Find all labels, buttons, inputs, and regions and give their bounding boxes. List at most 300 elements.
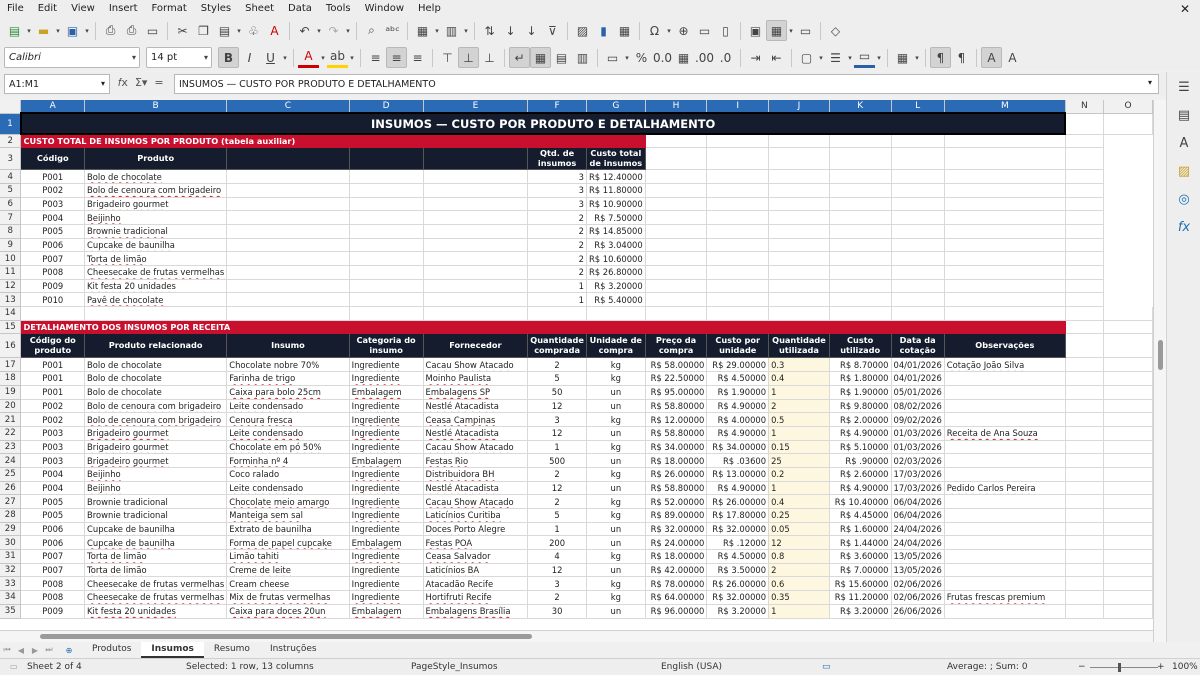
cell[interactable] (423, 183, 528, 197)
cell[interactable] (1103, 481, 1152, 495)
row-header[interactable]: 19 (0, 385, 21, 399)
detail-cell[interactable]: R$ 4.90000 (707, 481, 769, 495)
cell[interactable] (944, 134, 1065, 148)
detail-cell[interactable] (944, 577, 1065, 591)
increase-indent-icon[interactable]: ⇥ (750, 50, 761, 65)
detail-cell[interactable]: 17/03/2026 (891, 467, 944, 481)
column-header-d[interactable]: D (349, 100, 423, 113)
detail-cell[interactable]: R$ 3.50000 (707, 563, 769, 577)
cell[interactable] (349, 266, 423, 280)
cell[interactable] (349, 197, 423, 211)
cell[interactable] (1103, 522, 1152, 536)
column-header-a[interactable]: A (21, 100, 85, 113)
aux-code[interactable]: P005 (21, 224, 85, 238)
cell[interactable] (769, 170, 830, 184)
detail-cell[interactable]: Chocolate em pó 50% (227, 440, 349, 454)
detail-cell[interactable]: un (586, 563, 645, 577)
row-header[interactable]: 9 (0, 238, 21, 252)
detail-cell[interactable]: Ingrediente (349, 372, 423, 386)
detail-cell[interactable]: Leite condensado (227, 481, 349, 495)
detail-cell[interactable]: Ingrediente (349, 481, 423, 495)
detail-cell[interactable]: kg (586, 440, 645, 454)
cell[interactable] (944, 170, 1065, 184)
detail-cell[interactable]: 1 (528, 522, 587, 536)
detail-cell[interactable]: P003 (21, 454, 85, 468)
detail-cell[interactable]: R$ 4.90000 (707, 399, 769, 413)
aux-cost[interactable]: R$ 3.20000 (586, 279, 645, 293)
detail-cell[interactable]: 05/01/2026 (891, 385, 944, 399)
insert-image-icon[interactable]: ▨ (576, 23, 589, 38)
cell[interactable] (1065, 604, 1103, 618)
freeze-rows-columns-icon[interactable]: ▦ (766, 20, 787, 41)
open-dropdown-icon[interactable]: ▾ (56, 26, 60, 35)
styles-icon[interactable]: A (1179, 136, 1189, 151)
detail-cell[interactable]: 0.5 (769, 413, 830, 427)
cell[interactable] (891, 170, 944, 184)
cell[interactable] (349, 211, 423, 225)
detail-cell[interactable]: Limão tahiti (227, 550, 349, 564)
cell[interactable] (423, 293, 528, 307)
function-wizard-icon[interactable]: 𝑓x (118, 76, 128, 89)
cell[interactable] (645, 307, 707, 321)
detail-header[interactable]: Custo por unidade (707, 334, 769, 358)
column-dropdown-icon[interactable]: ▾ (464, 26, 468, 35)
detail-cell[interactable]: R$ 78.00000 (645, 577, 707, 591)
row-header[interactable]: 17 (0, 358, 21, 372)
cell[interactable] (769, 307, 830, 321)
cell[interactable] (349, 183, 423, 197)
cell[interactable] (1065, 293, 1103, 307)
cell[interactable] (707, 238, 769, 252)
row-header[interactable]: 16 (0, 334, 21, 358)
cell[interactable] (1065, 509, 1103, 523)
menu-file[interactable]: File (7, 3, 24, 14)
aux-cost[interactable]: R$ 7.50000 (586, 211, 645, 225)
detail-cell[interactable]: 06/04/2026 (891, 495, 944, 509)
detail-cell[interactable]: R$ 1.60000 (829, 522, 891, 536)
detail-cell[interactable]: 13/05/2026 (891, 563, 944, 577)
prev-sheet-icon[interactable]: ◀ (17, 645, 25, 655)
detail-cell[interactable] (944, 372, 1065, 386)
text-horizontal-icon[interactable]: A (981, 47, 1002, 68)
currency-dropdown-icon[interactable]: ▾ (625, 53, 629, 62)
aux-cost[interactable]: R$ 10.60000 (586, 252, 645, 266)
special-character-icon[interactable]: Ω (649, 23, 660, 38)
detail-cell[interactable] (944, 467, 1065, 481)
aux-code[interactable]: P001 (21, 170, 85, 184)
detail-cell[interactable]: R$ 18.00000 (645, 454, 707, 468)
highlight-dropdown-icon[interactable]: ▾ (350, 53, 354, 62)
detail-cell[interactable]: R$ 3.60000 (829, 550, 891, 564)
cell[interactable] (944, 183, 1065, 197)
right-to-left-icon[interactable]: ¶ (957, 50, 966, 65)
detail-cell[interactable] (944, 604, 1065, 618)
cell[interactable] (891, 293, 944, 307)
detail-cell[interactable]: R$ 4.00000 (707, 413, 769, 427)
detail-cell[interactable]: R$ 11.20000 (829, 591, 891, 605)
text-vertical-icon[interactable]: A (1008, 50, 1017, 65)
cell[interactable] (423, 197, 528, 211)
cell[interactable] (645, 170, 707, 184)
detail-cell[interactable]: Bolo de chocolate (85, 372, 227, 386)
aux-product[interactable]: Bolo de chocolate (85, 170, 227, 184)
detail-cell[interactable]: 1 (769, 604, 830, 618)
cell[interactable] (1065, 320, 1103, 334)
cell[interactable] (944, 211, 1065, 225)
detail-cell[interactable]: Leite condensado (227, 399, 349, 413)
align-right-icon[interactable]: ≡ (412, 50, 423, 65)
aux-cost[interactable]: R$ 10.90000 (586, 197, 645, 211)
cell[interactable] (423, 307, 528, 321)
navigator-icon[interactable]: ◎ (1178, 192, 1190, 207)
cell[interactable] (769, 134, 830, 148)
cell[interactable] (645, 211, 707, 225)
detail-cell[interactable]: Cheesecake de frutas vermelhas (85, 577, 227, 591)
cell[interactable] (1065, 413, 1103, 427)
export-pdf-icon[interactable]: ⎙ (105, 23, 116, 37)
menu-data[interactable]: Data (288, 3, 312, 14)
detail-header[interactable]: Categoria do insumo (349, 334, 423, 358)
cell[interactable] (707, 307, 769, 321)
cell[interactable] (1065, 467, 1103, 481)
cell[interactable] (227, 183, 349, 197)
aux-product[interactable]: Kit festa 20 unidades (85, 279, 227, 293)
zoom-slider[interactable] (1090, 667, 1158, 668)
conditional-dropdown-icon[interactable]: ▾ (915, 53, 919, 62)
detail-cell[interactable]: 2 (528, 358, 587, 372)
row-header[interactable]: 3 (0, 148, 21, 170)
cell[interactable] (769, 197, 830, 211)
aux-product[interactable]: Beijinho (85, 211, 227, 225)
detail-cell[interactable]: Embalagens Brasília (423, 604, 528, 618)
cell[interactable] (829, 134, 891, 148)
detail-cell[interactable]: 0.4 (769, 495, 830, 509)
detail-cell[interactable]: Hortifruti Recife (423, 591, 528, 605)
split-window-icon[interactable]: ▭ (799, 23, 812, 38)
detail-cell[interactable]: R$ 2.60000 (829, 467, 891, 481)
row-header[interactable]: 28 (0, 509, 21, 523)
cell[interactable] (1065, 238, 1103, 252)
cell[interactable] (944, 279, 1065, 293)
detail-cell[interactable]: 0.8 (769, 550, 830, 564)
cell[interactable] (944, 293, 1065, 307)
cell[interactable] (349, 170, 423, 184)
detail-cell[interactable]: R$ 18.00000 (645, 550, 707, 564)
detail-cell[interactable]: Nestlé Atacadista (423, 399, 528, 413)
detail-cell[interactable]: P007 (21, 563, 85, 577)
detail-cell[interactable]: P005 (21, 509, 85, 523)
zoom-out-icon[interactable]: − (1078, 662, 1086, 672)
detail-cell[interactable] (944, 563, 1065, 577)
cell[interactable] (1065, 134, 1103, 148)
detail-cell[interactable]: Caixa para doces 20un (227, 604, 349, 618)
print-preview-icon[interactable]: ▭ (146, 23, 159, 38)
cell[interactable] (1065, 481, 1103, 495)
detail-cell[interactable]: Frutas frescas premium (944, 591, 1065, 605)
cell[interactable] (85, 307, 227, 321)
cell[interactable] (829, 238, 891, 252)
detail-cell[interactable]: Nestlé Atacadista (423, 426, 528, 440)
detail-cell[interactable]: P007 (21, 550, 85, 564)
detail-cell[interactable]: 09/02/2026 (891, 413, 944, 427)
freeze-dropdown-icon[interactable]: ▾ (789, 26, 793, 35)
undo-dropdown-icon[interactable]: ▾ (317, 26, 321, 35)
detail-cell[interactable]: un (586, 536, 645, 550)
row-header[interactable]: 6 (0, 197, 21, 211)
detail-cell[interactable]: 17/03/2026 (891, 481, 944, 495)
column-icon[interactable]: ▥ (445, 23, 458, 38)
cell[interactable] (707, 279, 769, 293)
cell[interactable] (423, 224, 528, 238)
cell[interactable] (829, 170, 891, 184)
zoom-slider-handle[interactable] (1118, 663, 1121, 672)
pivot-table-icon[interactable]: ▦ (618, 23, 631, 38)
headers-footers-icon[interactable]: ▯ (722, 23, 729, 38)
cell[interactable] (645, 252, 707, 266)
detail-cell[interactable]: Ingrediente (349, 467, 423, 481)
aux-code[interactable]: P010 (21, 293, 85, 307)
menu-tools[interactable]: Tools (325, 3, 351, 14)
detail-header[interactable]: Quantidade comprada (528, 334, 587, 358)
column-header-g[interactable]: G (586, 100, 645, 113)
detail-cell[interactable]: un (586, 481, 645, 495)
detail-cell[interactable]: kg (586, 577, 645, 591)
detail-cell[interactable]: R$ 1.44000 (829, 536, 891, 550)
detail-cell[interactable]: R$ 26.00000 (707, 495, 769, 509)
cell[interactable] (1065, 426, 1103, 440)
detail-cell[interactable]: Brigadeiro gourmet (85, 454, 227, 468)
detail-cell[interactable]: R$ 29.00000 (707, 358, 769, 372)
detail-header[interactable]: Custo utilizado (829, 334, 891, 358)
cell[interactable] (1103, 334, 1152, 358)
chevron-down-icon[interactable]: ▾ (100, 79, 105, 88)
formula-icon[interactable]: = (154, 76, 164, 89)
row-header[interactable]: 31 (0, 550, 21, 564)
detail-cell[interactable]: kg (586, 358, 645, 372)
detail-cell[interactable]: R$ 2.00000 (829, 413, 891, 427)
cell[interactable] (1103, 467, 1152, 481)
cell[interactable] (707, 170, 769, 184)
cell[interactable] (1103, 307, 1152, 321)
row-header[interactable]: 7 (0, 211, 21, 225)
cell[interactable] (829, 279, 891, 293)
save-dropdown-icon[interactable]: ▾ (85, 26, 89, 35)
font-color-icon[interactable]: A (298, 47, 319, 68)
new-document-icon[interactable]: ▤ (8, 23, 21, 38)
sheet-tab-resumo[interactable]: Resumo (213, 644, 250, 654)
show-draw-functions-icon[interactable]: ◇ (830, 23, 841, 38)
detail-cell[interactable] (944, 495, 1065, 509)
language-status[interactable]: English (USA) (661, 662, 723, 672)
detail-cell[interactable]: R$ 89.00000 (645, 509, 707, 523)
detail-cell[interactable]: 500 (528, 454, 587, 468)
row-icon[interactable]: ▦ (416, 23, 429, 38)
detail-header[interactable]: Preço da compra (645, 334, 707, 358)
unmerge-cells-icon[interactable]: ▥ (576, 50, 589, 65)
cell[interactable] (1103, 399, 1152, 413)
detail-cell[interactable]: Festas Rio (423, 454, 528, 468)
cell[interactable] (1065, 279, 1103, 293)
detail-cell[interactable]: 0.2 (769, 467, 830, 481)
aux-code[interactable]: P004 (21, 211, 85, 225)
detail-cell[interactable]: Beijinho (85, 467, 227, 481)
detail-cell[interactable]: 02/03/2026 (891, 454, 944, 468)
row-header[interactable]: 2 (0, 134, 21, 148)
detail-cell[interactable] (944, 440, 1065, 454)
detail-cell[interactable]: Cotação João Silva (944, 358, 1065, 372)
cell[interactable] (21, 307, 85, 321)
detail-cell[interactable]: 30 (528, 604, 587, 618)
cell[interactable] (707, 211, 769, 225)
detail-cell[interactable]: kg (586, 413, 645, 427)
expand-formula-icon[interactable]: ▾ (1148, 78, 1153, 87)
cell[interactable] (645, 197, 707, 211)
horizontal-scroll-thumb[interactable] (40, 634, 532, 639)
detail-cell[interactable]: kg (586, 372, 645, 386)
detail-cell[interactable] (944, 399, 1065, 413)
detail-cell[interactable]: kg (586, 550, 645, 564)
detail-cell[interactable]: Moinho Paulista (423, 372, 528, 386)
cell[interactable] (645, 134, 707, 148)
underline-icon[interactable]: U (266, 50, 275, 65)
detail-cell[interactable]: 02/06/2026 (891, 577, 944, 591)
cell[interactable] (1065, 550, 1103, 564)
borders-icon[interactable]: ▢ (800, 50, 813, 65)
cell[interactable] (1065, 148, 1103, 170)
horizontal-scrollbar[interactable] (0, 630, 1153, 642)
detail-cell[interactable]: 3 (528, 413, 587, 427)
row-header[interactable]: 1 (0, 113, 21, 134)
properties-icon[interactable]: ▤ (1177, 108, 1191, 123)
cell[interactable] (227, 170, 349, 184)
detail-cell[interactable]: Torta de limão (85, 563, 227, 577)
detail-cell[interactable]: P006 (21, 522, 85, 536)
cell[interactable] (586, 307, 645, 321)
detail-cell[interactable]: un (586, 426, 645, 440)
detail-cell[interactable]: Nestlé Atacadista (423, 481, 528, 495)
column-header-h[interactable]: H (645, 100, 707, 113)
aux-cost[interactable]: R$ 26.80000 (586, 266, 645, 280)
detail-cell[interactable]: 4 (528, 550, 587, 564)
detail-cell[interactable]: P001 (21, 358, 85, 372)
cell[interactable] (944, 224, 1065, 238)
detail-cell[interactable]: R$ 7.00000 (829, 563, 891, 577)
detail-cell[interactable]: Doces Porto Alegre (423, 522, 528, 536)
merge-cells-icon[interactable]: ▤ (555, 50, 568, 65)
detail-cell[interactable]: 08/02/2026 (891, 399, 944, 413)
detail-cell[interactable]: R$ 4.90000 (707, 426, 769, 440)
aux-code[interactable]: P003 (21, 197, 85, 211)
detail-cell[interactable]: Creme de leite (227, 563, 349, 577)
save-icon[interactable]: ▣ (66, 23, 79, 38)
aux-header-cost[interactable]: Custo total de insumos (586, 148, 645, 170)
cell[interactable] (944, 252, 1065, 266)
cell[interactable] (1065, 563, 1103, 577)
detail-cell[interactable]: Embalagem (349, 454, 423, 468)
column-header-l[interactable]: L (891, 100, 944, 113)
column-header-e[interactable]: E (423, 100, 528, 113)
detail-cell[interactable]: un (586, 454, 645, 468)
row-header[interactable]: 26 (0, 481, 21, 495)
last-sheet-icon[interactable]: ⏭ (45, 645, 53, 654)
detail-cell[interactable]: 0.35 (769, 591, 830, 605)
aux-product[interactable]: Brigadeiro gourmet (85, 197, 227, 211)
page-style[interactable]: PageStyle_Insumos (411, 662, 498, 672)
detail-header[interactable]: Fornecedor (423, 334, 528, 358)
detail-cell[interactable]: Brigadeiro gourmet (85, 426, 227, 440)
detail-cell[interactable]: R$ .03600 (707, 454, 769, 468)
detail-cell[interactable]: Brigadeiro gourmet (85, 440, 227, 454)
align-center-icon[interactable]: ≡ (386, 47, 407, 68)
cell[interactable] (1065, 266, 1103, 280)
detail-cell[interactable]: 12 (769, 536, 830, 550)
sidebar-menu-icon[interactable]: ☰ (1178, 80, 1190, 95)
detail-cell[interactable]: 1 (528, 440, 587, 454)
detail-cell[interactable]: un (586, 522, 645, 536)
detail-cell[interactable]: P006 (21, 536, 85, 550)
left-to-right-icon[interactable]: ¶ (930, 47, 951, 68)
cell[interactable] (1065, 183, 1103, 197)
cell[interactable] (423, 148, 528, 170)
detail-cell[interactable]: 02/06/2026 (891, 591, 944, 605)
detail-cell[interactable]: R$ 22.50000 (645, 372, 707, 386)
detail-cell[interactable]: Brownie tradicional (85, 509, 227, 523)
aux-product[interactable]: Cupcake de baunilha (85, 238, 227, 252)
cell[interactable] (1103, 413, 1152, 427)
detail-cell[interactable]: Receita de Ana Souza (944, 426, 1065, 440)
aux-header-qty[interactable]: Qtd. de insumos (528, 148, 587, 170)
sum-icon[interactable]: Σ▾ (134, 76, 148, 89)
align-left-icon[interactable]: ≡ (370, 50, 381, 65)
find-replace-icon[interactable]: ⌕ (368, 23, 375, 37)
sheet-navigator-icon[interactable]: ▭ (10, 662, 18, 671)
menu-sheet[interactable]: Sheet (245, 3, 275, 14)
row-header[interactable]: 32 (0, 563, 21, 577)
cell[interactable] (707, 134, 769, 148)
cell[interactable] (227, 266, 349, 280)
detail-cell[interactable]: R$ 13.00000 (707, 467, 769, 481)
detail-cell[interactable]: R$ 95.00000 (645, 385, 707, 399)
detail-cell[interactable]: Ingrediente (349, 522, 423, 536)
detail-cell[interactable]: R$ 34.00000 (645, 440, 707, 454)
special-char-dropdown-icon[interactable]: ▾ (667, 26, 671, 35)
cell[interactable] (829, 266, 891, 280)
aux-code[interactable]: P007 (21, 252, 85, 266)
paste-icon[interactable]: ▤ (218, 23, 231, 38)
row-header[interactable]: 29 (0, 522, 21, 536)
cell[interactable] (829, 224, 891, 238)
row-header[interactable]: 12 (0, 279, 21, 293)
cell[interactable] (944, 307, 1065, 321)
row-header[interactable]: 14 (0, 307, 21, 321)
cell[interactable] (423, 252, 528, 266)
aux-code[interactable]: P008 (21, 266, 85, 280)
detail-cell[interactable] (944, 385, 1065, 399)
cell[interactable] (891, 224, 944, 238)
cell[interactable] (645, 266, 707, 280)
detail-cell[interactable]: P004 (21, 481, 85, 495)
row-header[interactable]: 35 (0, 604, 21, 618)
sheet-title[interactable]: INSUMOS — CUSTO POR PRODUTO E DETALHAMENTO (21, 113, 1065, 134)
detail-cell[interactable]: Cupcake de baunilha (85, 536, 227, 550)
detail-cell[interactable]: R$ 32.00000 (707, 591, 769, 605)
cell[interactable] (829, 307, 891, 321)
detail-cell[interactable]: R$ 34.00000 (707, 440, 769, 454)
row-dropdown-icon[interactable]: ▾ (435, 26, 439, 35)
detail-cell[interactable]: Embalagens SP (423, 385, 528, 399)
sort-icon[interactable]: ⇅ (484, 23, 495, 38)
new-dropdown-icon[interactable]: ▾ (27, 26, 31, 35)
